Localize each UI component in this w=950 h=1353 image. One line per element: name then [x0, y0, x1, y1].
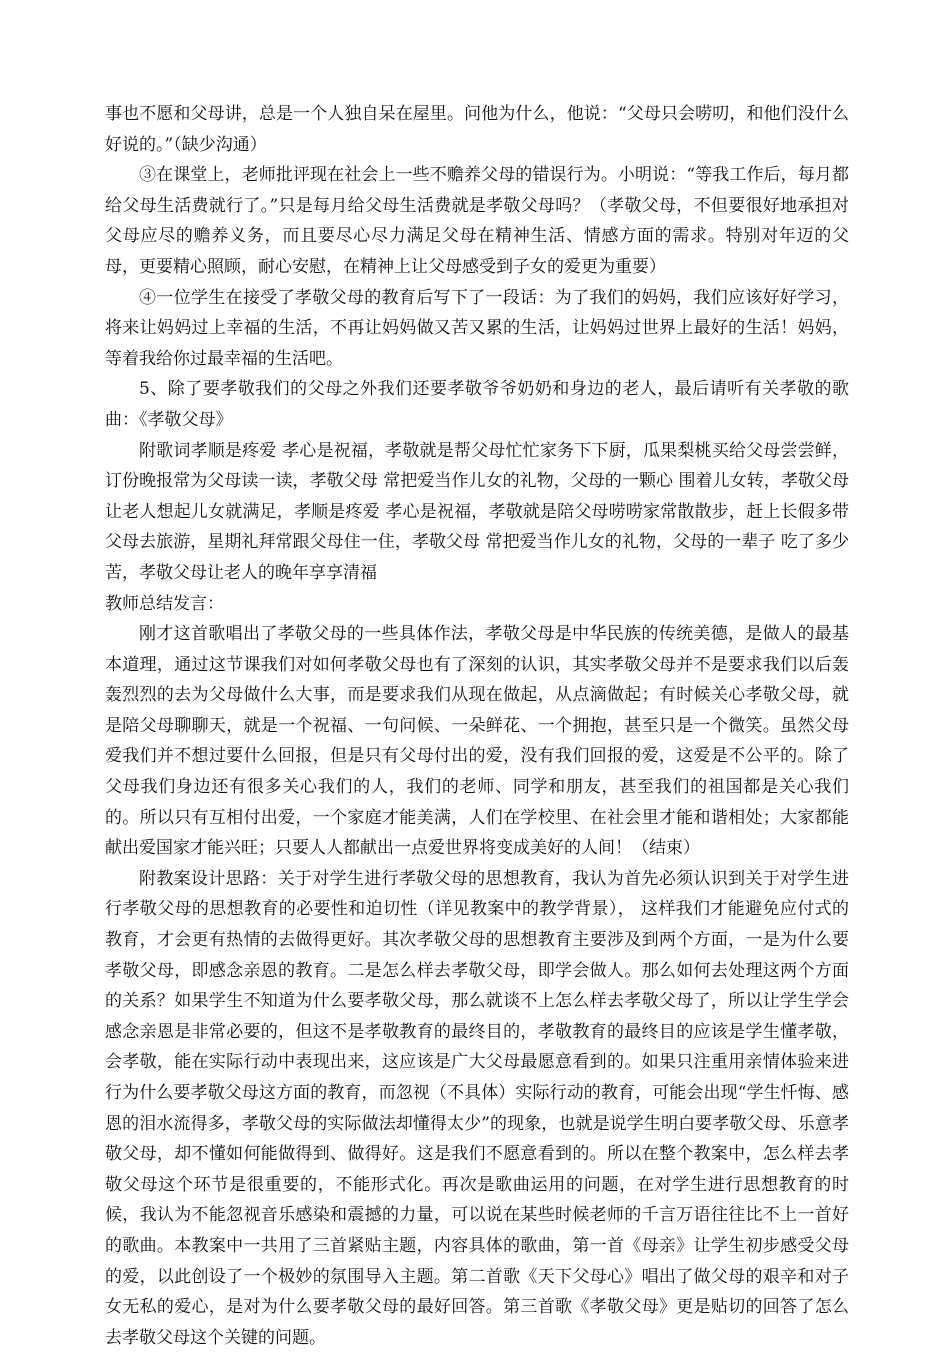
document-page: [105, 99, 849, 1353]
paragraph-step-5: 5、除了要孝敬我们的父母之外我们还要孝敬爷爷奶奶和身边的老人，最后请听有关孝敬的歌曲：《孝敬父母》: [105, 379, 849, 430]
paragraph-summary-heading: 教师总结发言：: [105, 593, 224, 614]
paragraph-song-lyrics: 附歌词孝顺是疼爱 孝心是祝福，孝敬就是帮父母忙忙家务下下厨，瓜果梨桃买给父母尝尝鲜，订份晚报常为父母读一读，孝敬父母 常把爱当作儿女的礼物，父母的一颗心 围着儿女转，孝敬父母让老人想起儿女就满足，孝顺是疼爱 孝心是祝福，孝敬就是陪父母唠唠家常散散步，赶上长假多带父母去旅游，星期礼拜常跟父母住一住，孝敬父母 常把爱当作儿女的礼物，父母的一辈子 吃了多少苦，孝敬父母让老人的晚年享享清福: [105, 440, 849, 583]
paragraph-case-3: ③在课堂上，老师批评现在社会上一些不赡养父母的错误行为。小明说：“等我工作后，每月都给父母生活费就行了。”只是每月给父母生活费就是孝敬父母吗？（孝敬父母，不但要很好地承担对父母应尽的赡养义务，而且要尽心尽力满足父母在精神生活、情感方面的需求。特别对年迈的父母，更要精心照顾，耐心安慰，在精神上让父母感受到子女的爱更为重要）: [105, 165, 849, 277]
paragraph-teacher-summary: 刚才这首歌唱出了孝敬父母的一些具体作法，孝敬父母是中华民族的传统美德，是做人的最基本道理，通过这节课我们对如何孝敬父母也有了深刻的认识，其实孝敬父母并不是要求我们以后轰轰烈烈的去为父母做什么大事，而是要求我们从现在做起，从点滴做起；有时候关心孝敬父母，就是陪父母聊聊天，就是一个祝福、一句问候、一朵鲜花、一个拥抱，甚至只是一个微笑。虽然父母爱我们并不想过要什么回报，但是只有父母付出的爱，没有我们回报的爱，这爱是不公平的。除了父母我们身边还有很多关心我们的人，我们的老师、同学和朋友，甚至我们的祖国都是关心我们的。所以只有互相付出爱，一个家庭才能美满，人们在学校里、在社会里才能和谐相处；大家都能献出爱国家才能兴旺；只要人人都献出一点爱世界将变成美好的人间！（结束）: [105, 624, 849, 859]
paragraph-case-4: ④一位学生在接受了孝敬父母的教育后写下了一段话：为了我们的妈妈，我们应该好好学习，将来让妈妈过上幸福的生活，不再让妈妈做又苦又累的生活，让妈妈过世界上最好的生活！妈妈，等着我给你过最幸福的生活吧。: [105, 287, 849, 369]
paragraph-continued: 事也不愿和父母讲，总是一个人独自呆在屋里。问他为什么，他说：“父母只会唠叨，和他们没什么好说的。”（缺少沟通）: [105, 104, 849, 155]
paragraph-design-rationale: 附教案设计思路：关于对学生进行孝敬父母的思想教育，我认为首先必须认识到关于对学生进行孝敬父母的思想教育的必要性和迫切性（详见教案中的教学背景）， 这样我们才能避免应付式的教育，才会更有热情的去做得更好。其次孝敬父母的思想教育主要涉及到两个方面，一是为什么要孝敬父母，即感念亲恩的教育。二是怎么样去孝敬父母，即学会做人。那么如何去处理这两个方面的关系？如果学生不知道为什么要孝敬父母，那么就谈不上怎么样去孝敬父母了，所以让学生学会感念亲恩是非常必要的，但这不是孝敬教育的最终目的，孝敬教育的最终目的应该是学生懂孝敬，会孝敬，能在实际行动中表现出来，这应该是广大父母最愿意看到的。如果只注重用亲情体验来进行为什么要孝敬父母这方面的教育，而忽视（不具体）实际行动的教育，可能会出现“学生忏悔、感恩的泪水流得多，孝敬父母的实际做法却懂得太少”的现象，也就是说学生明白要孝敬父母、乐意孝敬父母，却不懂如何能做得到、做得好。这是我们不愿意看到的。所以在整个教案中，怎么样去孝敬父母这个环节是很重要的，不能形式化。再次是歌曲运用的问题，在对学生进行思想教育的时候，我认为不能忽视音乐感染和震撼的力量，可以说在某些时候老师的千言万语往往比不上一首好的歌曲。本教案中一共用了三首紧贴主题，内容具体的歌曲，第一首《母亲》让学生初步感受父母的爱，以此创设了一个极妙的氛围导入主题。第二首歌《天下父母心》唱出了做父母的艰辛和对子女无私的爱心，是对为什么要孝敬父母的最好回答。第三首歌《孝敬父母》更是贴切的回答了怎么去孝敬父母这个关键的问题。: [105, 868, 849, 1348]
